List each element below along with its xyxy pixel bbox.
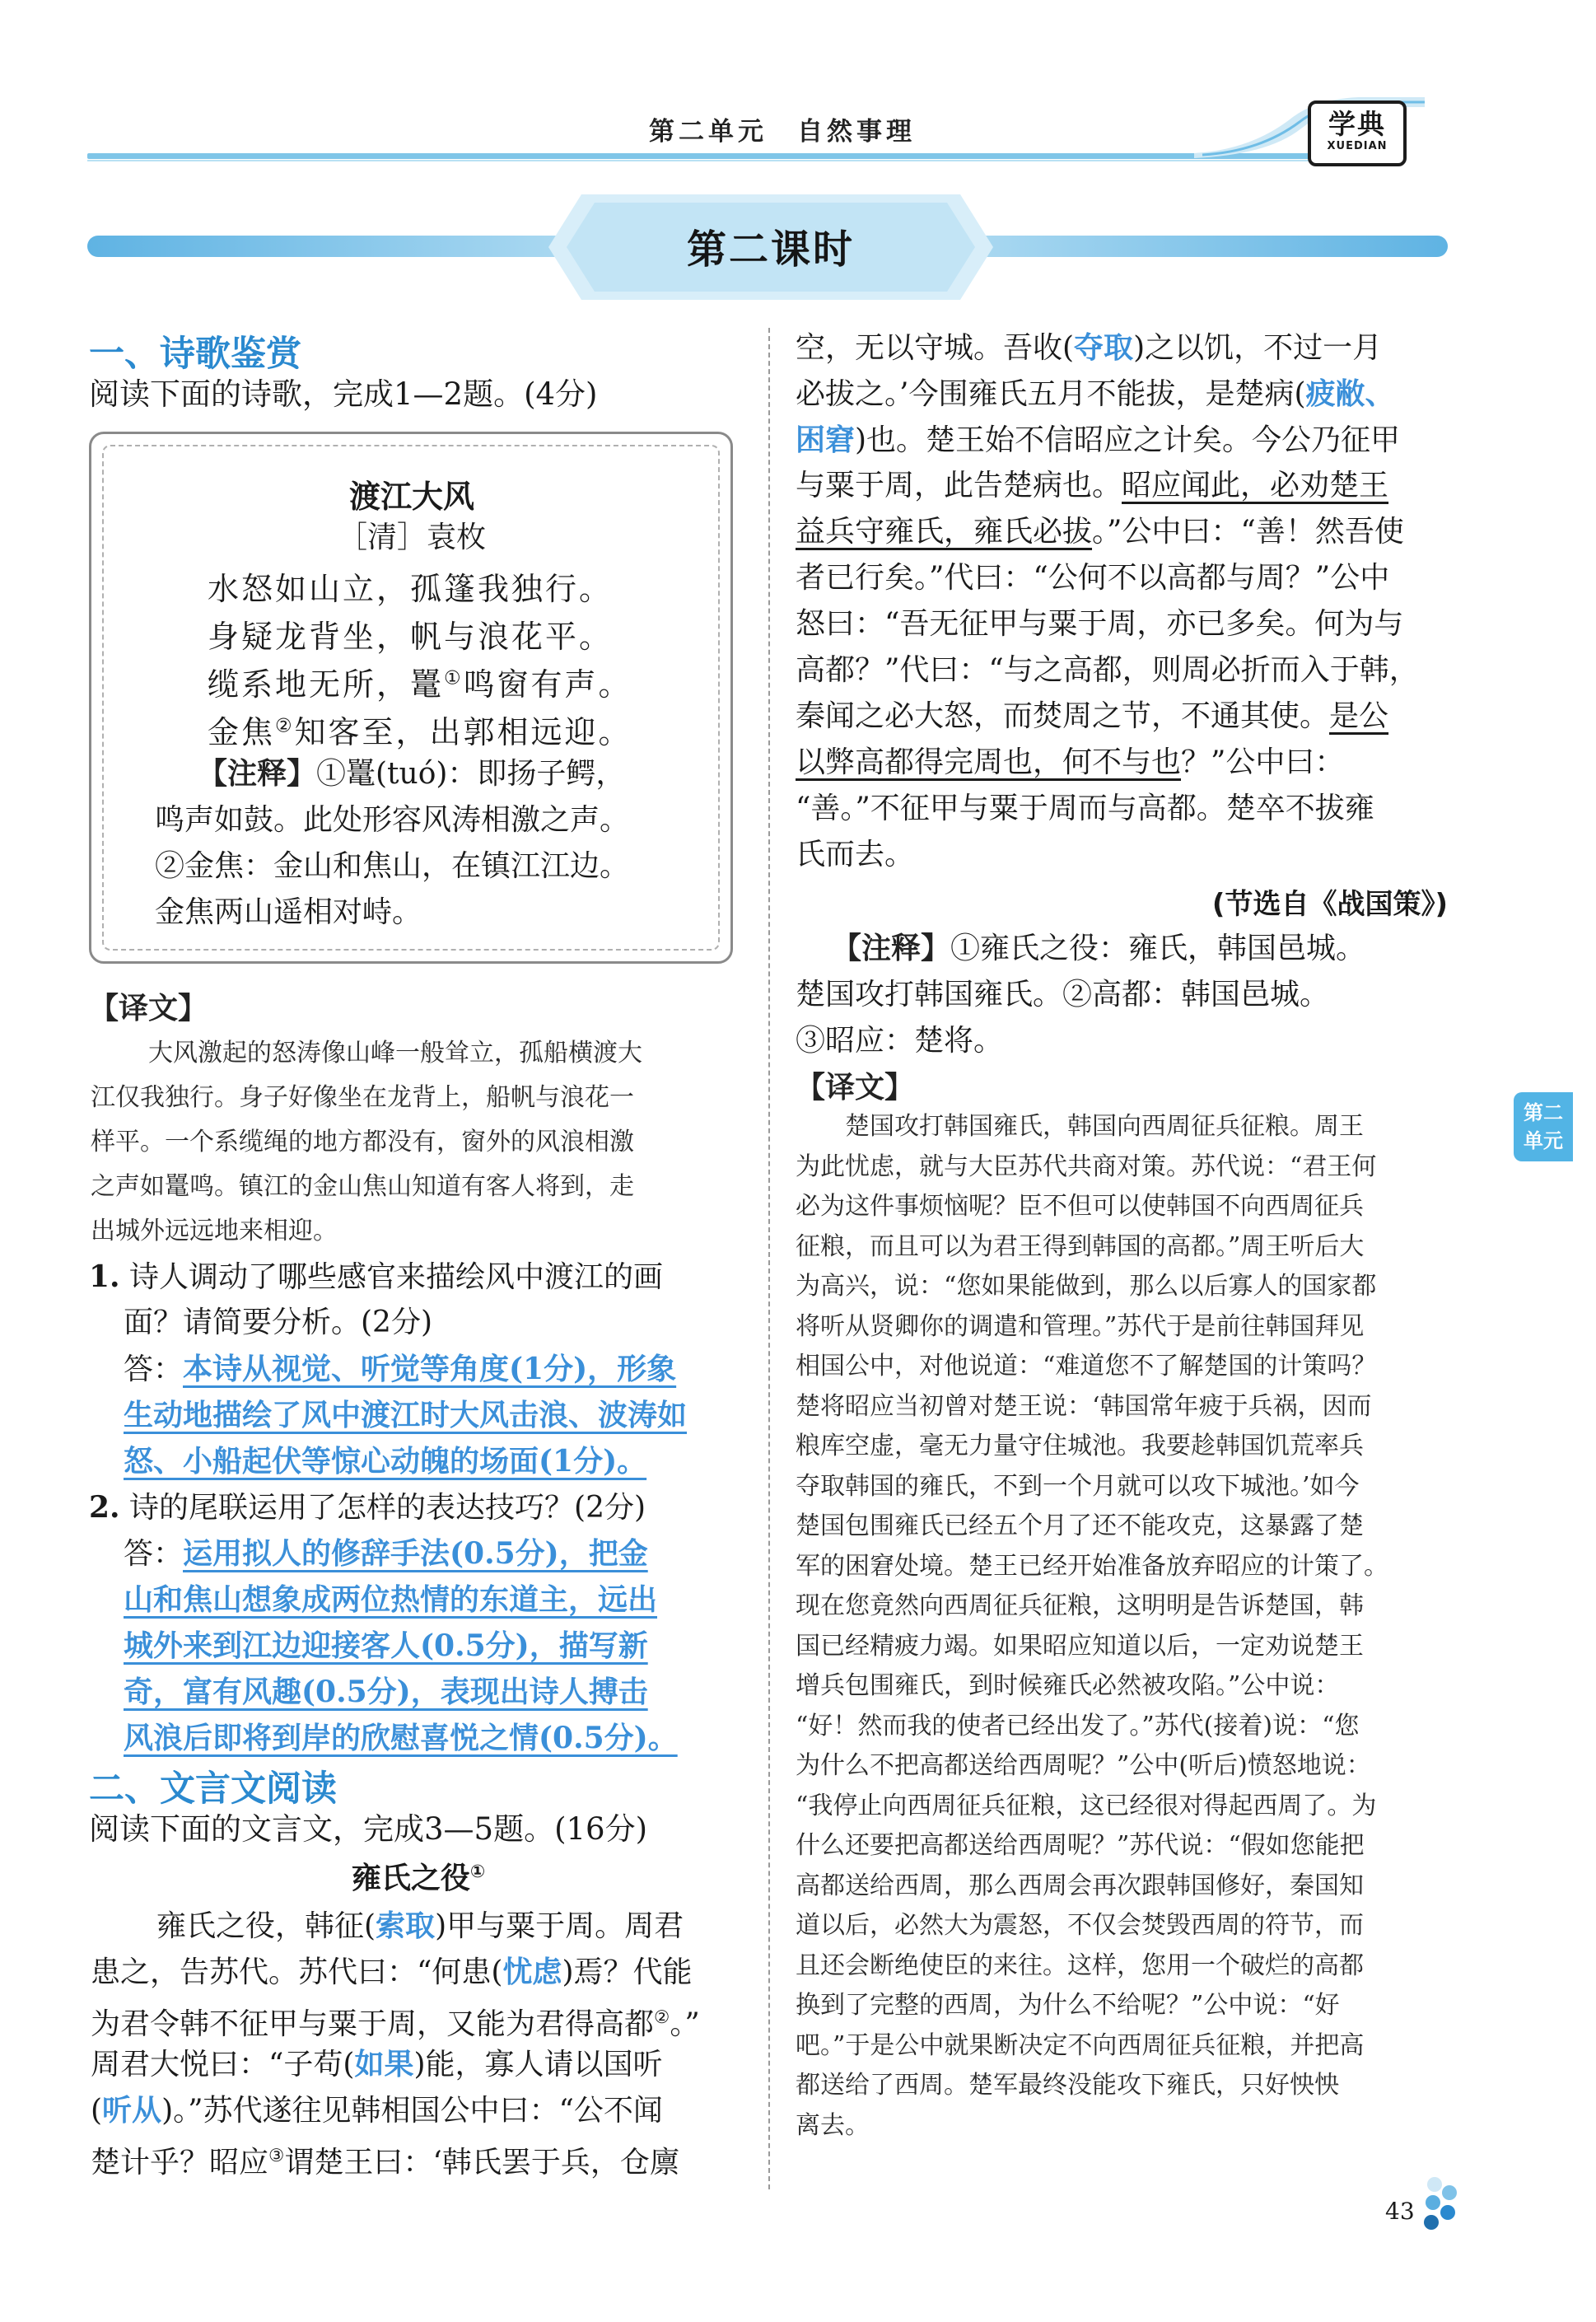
translation-2-line: 相国公中，对他说道：“难道您不了解楚国的计策吗？ <box>796 1352 1377 1381</box>
translation-2-line: 军的困窘处境。楚王已经开始准备放弃昭应的计策了。 <box>796 1551 1388 1581</box>
answer-label: 答： <box>124 1537 184 1571</box>
classical-right-line-9: 秦闻之必大怒，而焚周之节，不通其使。是公 <box>796 699 1389 733</box>
classical-line-4: 周君大悦曰：“子苟(如果)能，寡人请以国听 <box>91 2047 663 2081</box>
column-divider <box>768 328 770 2189</box>
poem-title: 渡江大风 <box>348 479 474 515</box>
page-number-decoration <box>1415 2175 1464 2240</box>
translation-2-line: 楚国攻打韩国雍氏，韩国向西周征兵征粮。周王 <box>845 1112 1364 1141</box>
section1-heading: 一、诗歌鉴赏 <box>89 334 301 375</box>
translation-2-line: 征粮，而且可以为君王得到韩国的高都。”周王听后大 <box>796 1231 1365 1261</box>
classical-right-line-2: 必拔之。’今围雍氏五月不能拔，是楚病(疲敝、 <box>796 376 1395 411</box>
translation-2-line: “好！然而我的使者已经出发了。”苏代(接着)说：“您 <box>796 1711 1360 1740</box>
header-rule-thin <box>87 160 1357 161</box>
translation-tag-2: 【译文】 <box>796 1071 915 1105</box>
translation-2-line: “我停止向西周征兵征粮，这已经很对得起西周了。为 <box>796 1791 1377 1820</box>
translation-tag-1: 【译文】 <box>89 992 208 1026</box>
side-tab-line-2: 单元 <box>1524 1129 1563 1152</box>
translation-2-line: 国已经精疲力竭。如果昭应知道以后，一定劝说楚王 <box>796 1631 1364 1661</box>
question-2-answer-4: 奇，富有风趣(0.5分)，表现出诗人搏击 <box>124 1675 648 1709</box>
poem-annotation-line-2: 鸣声如鼓。此处形容风涛相激之声。 <box>155 803 630 837</box>
translation-1-line: 出城外远远地来相迎。 <box>91 1217 338 1245</box>
note-mark: ② <box>654 2007 670 2028</box>
classical-line-5: (听从)。”苏代遂往见韩相国公中曰：“公不闻 <box>91 2093 663 2128</box>
publisher-logo <box>1308 100 1407 166</box>
page-number: 43 <box>1385 2198 1415 2225</box>
question-1-answer-3: 怒、小船起伏等惊心动魄的场面(1分)。 <box>124 1444 647 1479</box>
question-1-number: 1. <box>89 1259 120 1294</box>
translation-2-line: 增兵包围雍氏，到时候雍氏必然被攻陷。”公中说： <box>796 1671 1340 1700</box>
note-mark: ① <box>469 1862 486 1882</box>
classical-text-title: 雍氏之役① <box>351 1862 486 1895</box>
question-2-number: 2. <box>89 1490 120 1525</box>
question-2-answer-1: 答：运用拟人的修辞手法(0.5分)，把金 <box>124 1536 648 1571</box>
section2-instruction: 阅读下面的文言文，完成3—5题。(16分) <box>89 1811 648 1847</box>
classical-right-line-8: 高都？”代曰：“与之高都，则周必折而入于韩， <box>796 653 1419 687</box>
question-2-answer-5: 风浪后即将到岸的欣慰喜悦之情(0.5分)。 <box>124 1721 678 1755</box>
poem-line-1: 水怒如山立，孤篷我独行。 <box>208 571 614 607</box>
header-unit-title: 第二单元 自然事理 <box>649 117 916 147</box>
lesson-title: 第二课时 <box>686 227 855 273</box>
translation-2-line: 高都送给西周，那么西周会再次跟韩国修好，秦国知 <box>796 1871 1364 1900</box>
translation-2-line: 必为这件事烦恼呢？臣不但可以使韩国不向西周征兵 <box>796 1192 1364 1221</box>
translation-2-line: 且还会断绝使臣的来往。这样，您用一个破烂的高都 <box>796 1951 1364 1980</box>
classical-right-line-12: 氏而去。 <box>796 838 915 871</box>
question-2-answer-2: 山和焦山想象成两位热情的东道主，远出 <box>124 1582 658 1617</box>
translation-2-line: 将听从贤卿你的调遣和管理。”苏代于是前往韩国拜见 <box>796 1311 1365 1341</box>
unit-side-tab <box>1514 1092 1573 1161</box>
translation-2-line: 吧。”于是公中就果断决定不向西周征兵征粮，并把高 <box>796 2030 1365 2060</box>
question-2-stem: 2. 诗的尾联运用了怎样的表达技巧？(2分) <box>89 1490 646 1525</box>
translation-1-line: 大风激起的怒涛像山峰一般耸立，孤船横渡大 <box>148 1039 642 1068</box>
translation-2-line: 楚将昭应当初曾对楚王说：‘韩国常年疲于兵祸，因而 <box>796 1391 1372 1421</box>
translation-1-line: 江仅我独行。身子好像坐在龙背上，船帆与浪花一 <box>91 1083 634 1112</box>
classical-line-3: 为君令韩不征甲与粟于周，又能为君得高都②。” <box>91 2007 700 2041</box>
translation-2-line: 夺取韩国的雍氏，不到一个月就可以攻下城池。’如今 <box>796 1471 1360 1501</box>
question-2-answer-3: 城外来到江边迎接客人(0.5分)，描写新 <box>124 1628 648 1663</box>
annotation-tag: 【注释】 <box>832 932 951 965</box>
classical-right-line-4: 与粟于周，此告楚病也。昭应闻此，必劝楚王 <box>796 469 1389 502</box>
poem-annotation-line-4: 金焦两山遥相对峙。 <box>155 895 422 929</box>
classical-annotation-line-2: 楚国攻打韩国雍氏。②高都：韩国邑城。 <box>796 978 1330 1011</box>
question-1-stem-2: 面？请简要分析。(2分) <box>124 1306 432 1339</box>
logo-chinese: 学典 <box>1328 108 1386 140</box>
poem-annotation-line-1: 【注释】①鼍(tuó)：即扬子鳄， <box>198 757 626 791</box>
classical-line-1: 雍氏之役，韩征(索取)甲与粟于周。周君 <box>156 1909 684 1943</box>
classical-right-line-10: 以弊高都得完周也，何不与也？”公中曰： <box>796 745 1345 779</box>
translation-2-line: 道以后，必然大为震怒，不仅会焚毁西周的符节，而 <box>796 1911 1364 1940</box>
question-1-answer-2: 生动地描绘了风中渡江时大风击浪、波涛如 <box>124 1398 688 1432</box>
translation-2 <box>796 1107 1448 2146</box>
classical-right-line-7: 怒曰：“吾无征甲与粟于周，亦已多矣。何为与 <box>796 607 1404 641</box>
side-tab-line-1: 第二 <box>1524 1101 1563 1124</box>
translation-2-line: 楚国包围雍氏已经五个月了还不能攻克，这暴露了楚 <box>796 1511 1364 1540</box>
translation-2-line: 为高兴，说：“您如果能做到，那么以后寡人的国家都 <box>796 1272 1377 1301</box>
classical-line-2: 患之，告苏代。苏代曰：“何患(忧虑)焉？代能 <box>91 1955 693 1989</box>
translation-2-line: 离去。 <box>796 2110 870 2140</box>
poem-line-2: 身疑龙背坐，帆与浪花平。 <box>208 619 614 655</box>
section2-heading: 二、文言文阅读 <box>89 1768 337 1810</box>
translation-1-line: 之声如鼍鸣。镇江的金山焦山知道有客人将到，走 <box>91 1172 634 1201</box>
note-mark: ② <box>275 715 295 737</box>
translation-2-line: 为此忧虑，就与大臣苏代共商对策。苏代说：“君王何 <box>796 1152 1377 1181</box>
translation-2-line: 为什么不把高都送给西周呢？”公中(听后)愤怒地说： <box>796 1751 1371 1780</box>
poem-line-4: 金焦②知客至，出郭相远迎。 <box>208 714 632 750</box>
text-source: (节选自《战国策》) <box>1211 888 1448 921</box>
poem-line-3: 缆系地无所，鼍①鸣窗有声。 <box>208 666 632 703</box>
poem-author: ［清］袁枚 <box>337 521 486 554</box>
logo-english: XUEDIAN <box>1327 140 1388 152</box>
translation-2-line: 换到了完整的西周，为什么不给呢？”公中说：“好 <box>796 1991 1340 2020</box>
classical-right-line-3: 困窘)也。楚王始不信昭应之计矣。今公乃征甲 <box>796 423 1401 457</box>
classical-right-line-5: 益兵守雍氏，雍氏必拔。”公中曰：“善！然吾使 <box>796 515 1404 549</box>
annotation-tag: 【注释】 <box>198 757 317 791</box>
classical-right-line-6: 者已行矣。”代曰：“公何不以高都与周？”公中 <box>796 561 1390 595</box>
classical-line-6: 楚计乎？昭应③谓楚王曰：‘韩氏罢于兵，仓廪 <box>91 2146 679 2180</box>
translation-2-line: 都送给了西周。楚军最终没能攻下雍氏，只好怏怏 <box>796 2071 1339 2100</box>
translation-2-line: 什么还要把高都送给西周呢？”苏代说：“假如您能把 <box>796 1831 1365 1860</box>
translation-1-line: 样平。一个系缆绳的地方都没有，窗外的风浪相激 <box>91 1128 634 1156</box>
question-1-answer-1: 答：本诗从视觉、听觉等角度(1分)，形象 <box>124 1352 677 1386</box>
classical-annotation-line-1: 【注释】①雍氏之役：雍氏，韩国邑城。 <box>832 932 1366 965</box>
poem-annotation-line-3: ②金焦：金山和焦山，在镇江江边。 <box>155 849 630 883</box>
note-mark: ③ <box>268 2146 285 2166</box>
header-rule <box>87 153 1357 159</box>
classical-annotation-line-3: ③昭应：楚将。 <box>796 1024 1004 1058</box>
note-mark: ① <box>444 667 464 689</box>
classical-right-line-1: 空，无以守城。吾收(夺取)之以饥，不过一月 <box>796 330 1383 365</box>
classical-right-line-11: “善。”不征甲与粟于周而与高都。楚卒不拔雍 <box>796 792 1374 825</box>
translation-2-line: 粮库空虚，毫无力量守住城池。我要趁韩国饥荒率兵 <box>796 1432 1364 1460</box>
section1-instruction: 阅读下面的诗歌，完成1—2题。(4分) <box>89 376 598 412</box>
answer-label: 答： <box>124 1353 184 1386</box>
translation-2-line: 现在您竟然向西周征兵征粮，这明明是告诉楚国，韩 <box>796 1591 1364 1620</box>
question-1-stem: 1. 诗人调动了哪些感官来描绘风中渡江的画 <box>89 1259 664 1294</box>
